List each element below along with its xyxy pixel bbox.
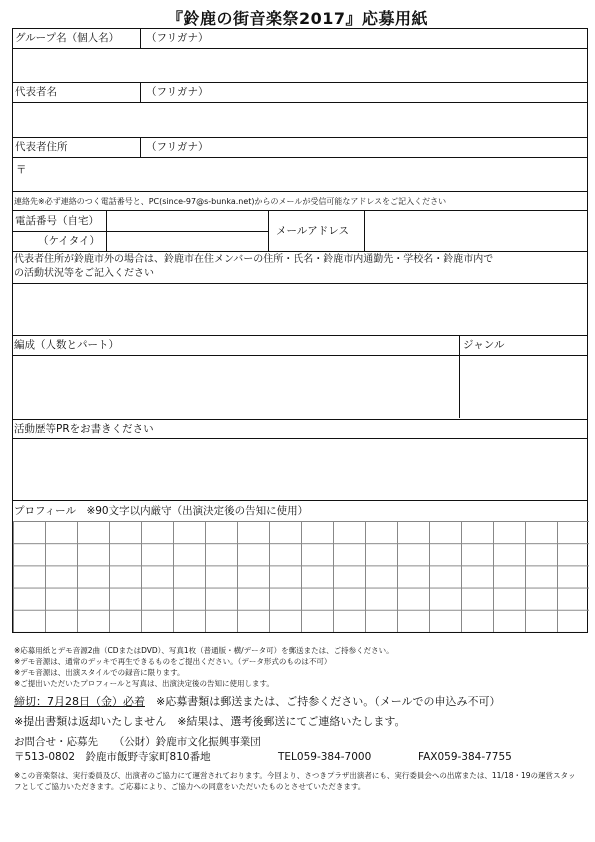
contact-note: 連絡先※必ず連絡のつく電話番号と、PC(since-97@s-bunka.net)からのメールが受信可能なアドレスをご記入ください: [14, 197, 447, 206]
outside-city-field[interactable]: [13, 284, 587, 334]
address-label: 代表者住所: [15, 141, 68, 153]
representative-label: 代表者名: [15, 86, 57, 98]
contact-fax: FAX059-384-7755: [418, 751, 512, 763]
representative-name-field[interactable]: [13, 103, 587, 136]
genre-field[interactable]: [461, 356, 586, 418]
formation-label: 編成（人数とパート）: [14, 339, 119, 351]
profile-grid[interactable]: [12, 521, 589, 632]
page-title: 『鈴鹿の街音楽祭2017』応募用紙: [166, 9, 429, 28]
genre-label: ジャンル: [463, 339, 505, 351]
note-line: ※デモ音源は、通常のデッキで再生できるものをご提出ください。（データ形式のものは不可）: [14, 657, 332, 666]
pr-field[interactable]: [13, 439, 587, 499]
deadline-text: 締切：7月28日（金）必着: [14, 695, 145, 708]
contact-org: お問合せ・応募先 （公財）鈴鹿市文化振興事業団: [14, 736, 261, 748]
phone-home-field[interactable]: [108, 212, 266, 230]
postal-mark: 〒: [16, 164, 27, 176]
group-name-label: グループ名（個人名）: [15, 32, 120, 44]
contact-tel: TEL059-384-7000: [278, 751, 372, 763]
representative-furigana-label: （フリガナ）: [146, 86, 209, 98]
address-field[interactable]: [30, 158, 586, 190]
address-furigana-label: （フリガナ）: [146, 141, 209, 153]
phone-mobile-field[interactable]: [108, 232, 266, 250]
pr-label: 活動歴等PRをお書きください: [14, 423, 154, 435]
contact-address: 〒513-0802 鈴鹿市飯野寺家町810番地: [14, 751, 211, 763]
outside-city-note-line1: 代表者住所が鈴鹿市外の場合は、鈴鹿市在住メンバーの住所・氏名・鈴鹿市内通勤先・学校名・鈴鹿市内で: [14, 254, 494, 265]
email-label: メールアドレス: [276, 225, 349, 237]
profile-label: プロフィール ※90文字以内厳守（出演決定後の告知に使用）: [14, 505, 309, 517]
return-note: ※提出書類は返却いたしません ※結果は、選考後郵送にてご連絡いたします。: [14, 715, 406, 728]
outside-city-note-line2: の活動状況等をご記入ください: [14, 268, 154, 279]
phone-home-label: 電話番号（自宅）: [15, 215, 99, 227]
email-field[interactable]: [366, 212, 586, 250]
group-furigana-label: （フリガナ）: [146, 32, 209, 44]
group-name-field[interactable]: [13, 49, 587, 81]
note-line: ※ご提出いただいたプロフィールと写真は、出演決定後の告知に使用します。: [14, 679, 274, 688]
note-line: ※デモ音源は、出演スタイルでの録音に限ります。: [14, 668, 185, 677]
note-line: ※応募用紙とデモ音源2曲（CDまたはDVD）、写真1枚（普通版・横/データ可）を郵送または、ご持参ください。: [14, 646, 394, 655]
formation-field[interactable]: [13, 356, 458, 418]
phone-mobile-label: （ケイタイ）: [38, 235, 101, 247]
final-note: ※この音楽祭は、実行委員及び、出演者のご協力にて運営されております。今回より、さつきプラザ出演者にも、実行委員会への出席または、11/18・19の運営スタッフとしてご協力いただきます。ご応募により、ご協力への同意をいただいたものとさせていただきます。: [14, 771, 576, 791]
deadline-line: [14, 695, 501, 709]
deadline-rest: ※応募書類は郵送または、ご持参ください。（メールでの申込み不可）: [145, 695, 501, 708]
